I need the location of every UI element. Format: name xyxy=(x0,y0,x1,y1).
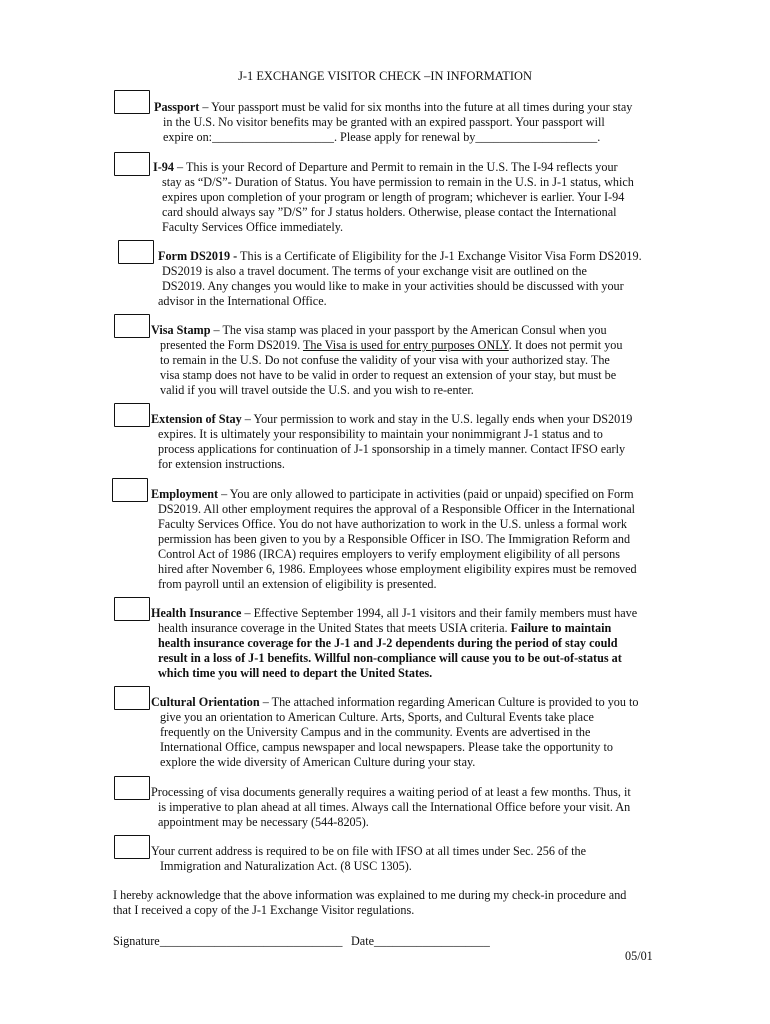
form-code: 05/01 xyxy=(625,949,653,963)
employment-item: Employment – You are only allowed to participate in activities (paid or unpaid) specified on Form DS2019. All other employment requires the approval of a Responsible Officer in the International Faculty Services Office. You do not have authorization to work in the U.S. unless a formal work permission has been given to you by a Responsible Officer in ISO. The Immigration Reform and Control Act of 1986 (IRCA) requires employers to verify employment eligibility of all persons hired after November 6, 1986. Employees whose employment eligibility expires must be removed from payroll until an extension of eligibility is presented. xyxy=(151,487,637,591)
page-title: J-1 EXCHANGE VISITOR CHECK –IN INFORMATION xyxy=(238,69,532,83)
processing-checkbox[interactable] xyxy=(114,776,150,800)
passport-checkbox[interactable] xyxy=(114,90,150,114)
cultural-orientation-heading: Cultural Orientation xyxy=(151,695,260,709)
visa-stamp-checkbox[interactable] xyxy=(114,314,150,338)
health-insurance-item: Health Insurance – Effective September 1994, all J-1 visitors and their family members must have health insurance coverage in the United States that meets USIA criteria. Failure to maintain health insurance coverage for the J-1 and J-2 dependents during the period of stay could result in a loss of J-1 benefits. Willful non-compliance will cause you to be out-of-status at which time you will need to depart the United States. xyxy=(151,606,638,680)
health-insurance-heading: Health Insurance xyxy=(151,606,242,620)
acknowledgment-text: I hereby acknowledge that the above information was explained to me during my check-in procedure and that I received a copy of the J-1 Exchange Visitor regulations. xyxy=(113,888,627,917)
processing-item: Processing of visa documents generally requires a waiting period of at least a few months. Thus, it is imperative to plan ahead at all times. Always call the International Office before your visit. An appointment may be necessary (544-8205). xyxy=(151,785,631,829)
date-field[interactable]: Date___________________ xyxy=(351,934,490,948)
address-item: Your current address is required to be on file with IFSO at all times under Sec. 256 of the Immigration and Naturalization Act. (8 USC 1305). xyxy=(151,844,587,873)
visa-entry-emphasis: The Visa is used for entry purposes ONLY xyxy=(302,338,509,352)
employment-heading: Employment xyxy=(151,487,219,501)
i94-heading: I-94 xyxy=(153,160,174,174)
passport-item: Passport – Your passport must be valid for six months into the future at all times during your stay in the U.S. No visitor benefits may be granted with an expired passport. Your passport will expire on:____________________. Please apply for renewal by____________________. xyxy=(154,100,633,144)
health-insurance-checkbox[interactable] xyxy=(114,597,150,621)
ds2019-checkbox[interactable] xyxy=(118,240,154,264)
signature-field[interactable]: Signature______________________________ xyxy=(113,934,343,948)
passport-heading: Passport xyxy=(154,100,200,114)
cultural-orientation-item: Cultural Orientation – The attached information regarding American Culture is provided to you to give you an orientation to American Culture. Arts, Sports, and Cultural Events take place frequently on the University Campus and in the community. Events are advertised in the International Office, campus newspaper and local newspapers. Please take the opportunity to explore the wide diversity of American Culture during your stay. xyxy=(151,695,639,769)
cultural-orientation-checkbox[interactable] xyxy=(114,686,150,710)
employment-checkbox[interactable] xyxy=(112,478,148,502)
i94-checkbox[interactable] xyxy=(114,152,150,176)
ds2019-item: Form DS2019 - This is a Certificate of Eligibility for the J-1 Exchange Visitor Visa Form DS2019. DS2019 is also a travel document. The terms of your exchange visit are outlined on the DS2019. Any changes you would like to make in your activities should be discussed with your advisor in the International Office. xyxy=(158,249,642,308)
extension-item: Extension of Stay – Your permission to work and stay in the U.S. legally ends when your DS2019 expires. It is ultimately your responsibility to maintain your nonimmigrant J-1 status and to process applications for continuation of J-1 sponsorship in a timely manner. Contact IFSO early for extension instructions. xyxy=(151,412,633,471)
address-checkbox[interactable] xyxy=(114,835,150,859)
visa-stamp-heading: Visa Stamp xyxy=(151,323,211,337)
i94-item: I-94 – This is your Record of Departure and Permit to remain in the U.S. The I-94 reflects your stay as “D/S”- Duration of Status. You have permission to remain in the U.S. in J-1 status, which expires upon completion of your program or length of program; whichever is earlier. Your I-94 card should always say ”D/S” for J status holders. Otherwise, please contact the International Faculty Services Office immediately. xyxy=(153,160,634,234)
extension-heading: Extension of Stay xyxy=(151,412,242,426)
extension-checkbox[interactable] xyxy=(114,403,150,427)
visa-stamp-item: Visa Stamp – The visa stamp was placed in your passport by the American Consul when you presented the Form DS2019. The Visa is used for entry purposes ONLY. It does not permit you to remain in the U.S. Do not confuse the validity of your visa with your authorized stay. The visa stamp does not have to be valid in order to request an extension of your stay, but must be valid if you will travel outside the U.S. and you wish to re-enter. xyxy=(151,323,623,397)
ds2019-heading: Form DS2019 - xyxy=(158,249,238,263)
